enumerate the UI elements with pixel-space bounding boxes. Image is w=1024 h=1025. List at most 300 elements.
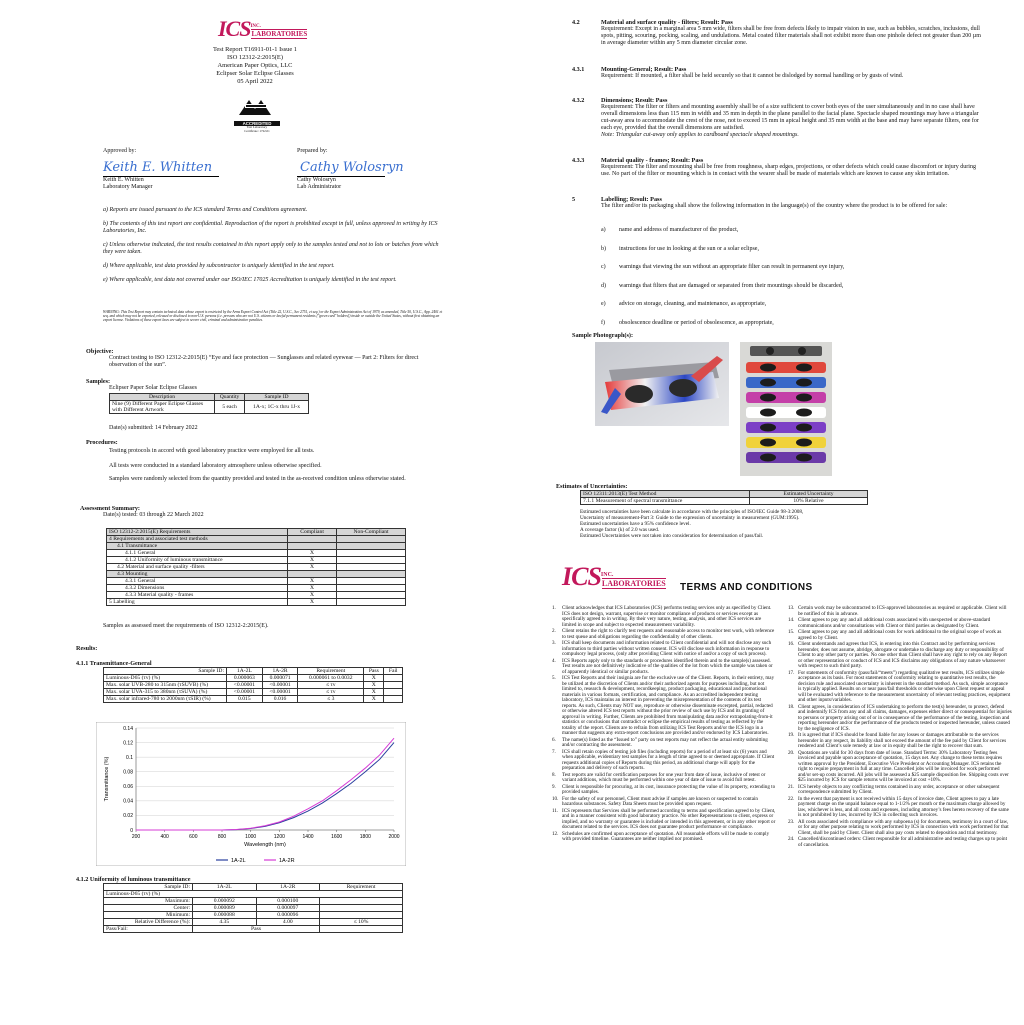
logo-inc-terms: INC. [600,572,614,578]
assessment-noncompliant [337,599,406,606]
samples-heading: Samples: [86,378,111,385]
uniformity-col: 1A-2R [256,884,320,891]
section-4-1-1-heading: 4.1.1 Transmittance-General [76,660,152,667]
assessment-noncompliant [337,536,406,543]
assessment-requirement: 5 Labelling [107,599,288,606]
terms-item-text: Client is responsible for procuring, at its cost, insurance protecting the value of its property, extending to provided samples. [562,783,776,795]
assessment-noncompliant [337,550,406,557]
terms-item-number: 13. [788,605,795,611]
logo-inc: INC. [250,24,261,29]
assessment-noncompliant [337,571,406,578]
label-item-text: warnings that filters that are damaged or separated from their mountings should be discarded, [619,282,844,289]
table-row [107,536,406,543]
samples-col-quantity: Quantity [215,394,245,401]
y-tick-label: 0.1 [126,754,133,761]
section-4-3-1 [572,66,982,80]
assessment-compliant: X [288,585,337,592]
table-row [107,571,406,578]
transmittance-chart [96,722,406,866]
logo-lab: LABORATORIES [251,30,308,38]
transmittance-cell: X [364,689,384,696]
section-4-3-2-num: 4.3.2 [572,97,585,104]
list-item [601,320,981,327]
objective-text: Contract testing to ISO 12312-2:2015(E) “Eye and face protection — Sunglasses and related eyewear — Part 2: Filters for direct observation of the sun”. [109,355,419,368]
terms-item-number: 4. [552,657,556,664]
uniformity-cell [320,912,403,919]
section-4-3-1-title: Mounting-General; Result: Pass [601,66,687,73]
terms-item [552,676,776,737]
label-item-text: warnings that viewing the sun without an appropriate filter can result in permanent eye injury, [619,264,845,270]
terms-item [788,618,1012,629]
terms-item-number: 8. [552,771,556,778]
terms-item-text: For statements of conformity (pass/fail/“meets”) regarding qualitative test results, ICS utilizes simple acceptance as its basis. For most statements of conformity relating to quantitative test results, the decision rule and associated uncertainty is inherent in the standard method. As such, simple acceptance is typically applied. Results on or near pass/fail thresholds or otherwise upon Client request or appeal will be evaluated with reference to the measurement uncertainty of relevant testing practices, equipment and other inputs/variables. [798,669,1011,703]
uniformity-col: 1A-2L [193,884,257,891]
legend-label: 1A-2R [279,858,295,864]
samples-table [109,393,309,414]
prepared-signature: Cathy Wolosryn [300,160,404,175]
y-tick-label: 0.08 [123,769,133,776]
terms-item-number: 16. [788,641,795,647]
assessment-tested: Date(s) tested: 03 through 22 March 2022 [103,512,204,518]
label-item-text: instructions for use in looking at the sun or a solar eclipse, [619,245,759,252]
x-tick-label: 2000 [388,834,400,840]
label-item-key: b) [601,245,606,252]
uncertainty-note-1: Estimated uncertainties have been calculate in accordance with the principles of ISO/IEC Guide 98-3:2008, [580,509,804,515]
terms-item-text: Cancelled/discontinued orders: Client responsible for all administrative and testing charges up to point of cancellation. [798,836,1007,848]
transmittance-cell [384,696,403,703]
note-a: a) Reports are issued pursuant to the ICS standard Terms and Conditions agreement. [103,207,308,213]
terms-item [788,733,1012,750]
uniformity-pass-req [320,926,403,933]
objective-heading: Objective: [86,348,114,355]
uniformity-cell: 4.35 [193,919,257,926]
assessment-noncompliant [337,564,406,571]
uniformity-cell: ≤ 10% [320,919,403,926]
assessment-requirement: 4.3.3 Material quality - frames [107,592,288,599]
transmittance-cell: 0.016 [262,696,298,703]
assessment-compliant [288,536,337,543]
terms-item-number: 20. [788,749,795,756]
terms-item-text: For the safety of our personnel, Client must advise if samples are known or suspected to contain hazardous substances. Safety Data Sheets must be provided upon request. [562,795,758,807]
results-heading: Results: [76,645,98,652]
uniformity-cell [320,905,403,912]
assessment-compliant: X [288,599,337,606]
uniformity-table [103,883,403,933]
transmittance-cell: <0.00001 [262,689,298,696]
uniformity-cell: 0.000092 [193,898,257,905]
terms-item-number: 23. [788,818,795,825]
y-axis-label: Transmittance (%) [104,756,110,802]
terms-item-text: Client agrees to pay any and all additional costs associated with unexpected or above-standard communications and/or consultations with Client or third parties as designated by Client. [798,617,991,629]
table-row [104,891,403,898]
terms-item-number: 12. [552,830,559,837]
terms-item-number: 19. [788,732,795,738]
terms-item-number: 18. [788,703,795,710]
logo-ics-terms: ICS [562,562,601,591]
transmittance-cell [384,682,403,689]
assessment-requirement: 4.3.1 General [107,578,288,585]
table-row [581,498,868,505]
transmittance-cell: <0.00001 [227,689,263,696]
report-date: 05 April 2022 [237,78,273,85]
uncertainty-note-4: A coverage factor (k) of 2.0 was used. [580,527,660,533]
list-item [601,264,981,271]
section-4-2-text: Requirement: Except in a marginal area 5 mm wide, filters shall be free from defects likely to impair vision in use, such as bubbles, scratches, inclusions, dull spots, pitting, scouring, pocking, scaling, and undulations. Metal coated filter materials shall not exhibit more than one pinhole defect not greater than 200 µm in average diameter within any 5 mm diameter circular zone. [601,26,981,46]
terms-item-number: 7. [552,748,556,755]
uncertainty-col-value: Estimated Uncertainty [750,491,868,498]
export-warning: WARNING: This Test Report may contain technical data whose export is restricted by the Arms Export Control Act (Title 22, U.S.C., Sec 2751, et seq.) or the Export Administration Act of 1979, as amended, Title 50, U.S.C., App. 2401 et seq. and which may not be exported, released or disclosed to non-U.S. persons (i.e. persons who are not U.S. citizens or lawful permanent residents ["green card" holders]) inside or outside the United States, without first obtaining an export license. Violations of these export laws are subject to severe civil, criminal and administrative penalties. [103,310,443,323]
note-d: d) Where applicable, test data provided by subcontractor is uniquely identified in the test report. [103,263,335,269]
uniformity-cell: 0.000089 [193,905,257,912]
y-tick-label: 0.02 [123,813,133,820]
uniformity-cell: Maximum: [104,898,193,905]
table-row [107,592,406,599]
terms-item-text: It is agreed that if ICS should be found liable for any losses or damages attributable to the services hereunder in any respect, its liability shall not exceed the amount of the fee paid by Client for services rendered and Client’s sole remedy at law or in equity shall be the right to recover that sum. [798,732,1007,749]
table-row [104,926,403,933]
assessment-requirement: 4.1 Transmittance [107,543,288,550]
transmittance-cell: Max. solar UVA-315 to 380nm (τSUVA) (%) [104,689,227,696]
x-tick-label: 1600 [331,834,343,840]
section-4-3-3-text: Requirement: The filter and mounting shall be free from roughness, sharp edges, projections, or other defects which could cause discomfort or injury during use. No part of the filter or mounting which is in contact with the wearer shall be made of materials which are known to cause any skin irritation. [601,164,976,177]
procedures-heading: Procedures: [86,439,118,446]
x-axis-label: Wavelength (nm) [244,842,286,848]
terms-item [788,671,1012,704]
terms-item [552,659,776,676]
terms-item-text: ICS represents that Services shall be performed according to terms and specification agreed to by Client, and in a manner consistent with good laboratory practice. No other Representations to client, express or implied, and no warranty or guarantee is included or intended in this agreement, or in any other report or document related to the services. ICS does not guarantee product performance or compliance. [562,807,776,830]
y-tick-label: 0.06 [123,784,133,791]
terms-item-number: 15. [788,629,795,635]
uniformity-cell: Minimum: [104,912,193,919]
table-row [110,401,309,414]
assessment-noncompliant [337,557,406,564]
transmittance-cell [384,689,403,696]
samples-description: Nine (9) Different Paper Eclipse Glasses with Different Artwork [110,401,215,414]
transmittance-col: Fail [384,668,403,675]
section-5 [572,196,982,210]
ics-logo-terms [562,562,666,591]
report-client: American Paper Optics, LLC [217,62,293,69]
terms-item [788,837,1012,848]
uniformity-cell: 0.000097 [256,905,320,912]
report-product: Eclipser Solar Eclipse Glasses [216,70,294,77]
x-tick-label: 600 [189,834,198,840]
table-row [104,905,403,912]
transmittance-col: Sample ID: [104,668,227,675]
transmittance-col: Pass [364,668,384,675]
section-4-3-3 [572,157,982,178]
terms-item-number: 2. [552,628,556,634]
uniformity-pass-value: Pass [193,926,320,933]
uncertainty-heading: Estimates of Uncertainties: [556,483,628,490]
terms-item-number: 21. [788,783,795,790]
transmittance-cell: ≤ τv [298,682,364,689]
table-row [104,675,403,682]
transmittance-cell: 0.015 [227,696,263,703]
label-item-text: obsolescence deadline or period of obsolescence, as appropriate, [619,319,774,326]
assessment-col-req: ISO 12312-2:2015(E) Requirements [107,529,288,536]
assessment-compliant: X [288,564,337,571]
terms-item-text: ICS shall retain copies of testing job files (including reports) for a period of at least six (6) years and when applicable, evidentiary test samples for a length of time agreed to or deemed appropriate. If Client requests additional copies of Reports during this period, an additional charge will apply for the preparation and delivery of such reports. [562,748,775,771]
table-row [107,557,406,564]
table-row [107,578,406,585]
transmittance-cell: ≤ 3 [298,696,364,703]
terms-columns [552,606,1012,849]
report-standard: ISO 12312-2:2015(E) [227,54,283,61]
transmittance-table [103,667,403,703]
terms-column-left [552,606,776,849]
report-page-2 [512,0,1024,1025]
terms-item [552,809,776,831]
accredited-label: ACCREDITED [234,121,280,126]
section-5-title: Labelling; Result: Pass [601,196,662,203]
transmittance-cell: <0.00001 [262,682,298,689]
accreditation-line2: Certificate: 1722.01 [244,128,270,133]
assessment-table [106,528,406,606]
uniformity-cell [320,898,403,905]
terms-item-text: Test reports are valid for certification purposes for one year from date of issue, inclusive of retest or variant additions, which must be performed within one year of date of issue to avoid full retest. [562,771,766,783]
uncertainty-method: 7.1.1 Measurement of spectral transmittance [581,498,750,505]
terms-item-text: The name(s) listed as the “Issued to” party on test reports may not reflect the actual entity submitting and/or contracting the assessment. [562,736,768,748]
table-row [104,689,403,696]
assessment-requirement: 4.1.1 General [107,550,288,557]
transmittance-cell: 0.000071 [262,675,298,682]
transmittance-cell: X [364,682,384,689]
report-header [180,46,330,86]
terms-item-text: In the event that payment is not received within 15 days of invoice date, Client agrees to pay a late payment charge on the unpaid balance equal to 1-1/2% per month or the maximum charge allowed by law, whichever is less, and all costs and expenses, including attorney’s fees hereto recovery of the same is not prohibited by law, incurred by ICS in collecting such invoices. [798,795,1009,818]
assessment-col-noncompliant: Non-Compliant [337,529,406,536]
terms-item-text: ICS Test Reports and their insignia are for the exclusive use of the Client. Reports, in their entirety, may be utilized at the discretion of Clients and/or their authorized agents for purposes including, but not limited to, research & development, recordkeeping, product packaging, educational and promotional materials in various formats, certification, and compliance. As an accredited independent testing laboratory, ICS maintains an interest in preventing the misrepresentation of the contents of its test reports. As such, Clients may NOT use, reproduce or otherwise disseminate excerpted, partial, redacted or otherwise altered ICS test reports without the prior review of such use by ICS and its granting of approval in writing. Further, Clients are prohibited from manipulating data and/or extrapolating-from-it statistics or conclusions that contradict or eclipse the empirical results of testing as reflected by the totality of the report. Clients are to refrain from utilizing ICS Test Reports and/or the ICS logo in a manner that suggests any extra-report conclusions are provided and/or endorsed by ICS Laboratories. [562,675,775,736]
table-row [104,696,403,703]
terms-item-text: ICS hereby objects to any conflicting terms contained in any order, acceptance or other subsequent correspondence submitted by Client. [798,783,1000,795]
accreditation-line1: Test Laboratory [246,125,268,129]
section-5-text: The filter and/or its packaging shall show the following information in the language(s) of the country where the product is to be offered for sale: [601,203,948,209]
assessment-requirement: 4.3 Mounting [107,571,288,578]
terms-item [552,606,776,628]
terms-item-text: Client retains the right to clarify test requests and reasonable access to monitor test work, with reference to test queue and obligations regarding the confidentiality of other clients. [562,628,775,640]
transmittance-col: 1A-2L [227,668,263,675]
procedure-line-2: All tests were conducted in a standard laboratory atmosphere unless otherwise specified. [109,463,322,469]
assessment-compliant [288,543,337,550]
samples-name: Eclipser Paper Solar Eclipse Glasses [109,385,197,391]
assessment-requirement: 4.2 Material and surface quality -filters [107,564,288,571]
transmittance-col: Requirement [298,668,364,675]
table-row [104,912,403,919]
terms-item-text: Client agrees to pay any and all additional costs for work additional to the original scope of work as agreed to by Client. [798,629,1002,641]
ics-logo [218,16,308,41]
terms-item-number: 17. [788,669,795,676]
note-c: c) Unless otherwise indicated, the test results contained in this report apply only to the samples tested and not to lots or batches from which they were taken. [103,242,439,255]
transmittance-cell: Max. solar infrared-780 to 2000nm (τSIR) (%) [104,696,227,703]
table-row [107,550,406,557]
terms-title: TERMS AND CONDITIONS [680,582,813,593]
logo-ics: ICS [218,16,251,41]
y-tick-label: 0.12 [123,740,133,747]
samples-col-description: Description [110,394,215,401]
sample-photo-2 [740,342,832,476]
table-header-row [104,668,403,675]
uniformity-col: Sample ID: [104,884,193,891]
section-4-3-3-title: Material quality - frames; Result: Pass [601,157,704,164]
list-item [601,246,981,253]
label-item-key: c) [601,264,606,270]
terms-item-number: 6. [552,736,556,743]
prepared-name: Cathy Wolosryn [297,177,336,183]
logo-lab-terms: LABORATORIES [601,579,666,588]
assessment-compliant: X [288,592,337,599]
assessment-compliant: X [288,578,337,585]
transmittance-cell: ≤ τv [298,689,364,696]
label-item-key: a) [601,227,606,233]
label-item-key: f) [601,319,605,326]
terms-item-number: 10. [552,795,559,802]
section-4-2 [572,19,982,47]
terms-item-text: Schedules are confirmed upon acceptance of quotation. All reasonable efforts will be made to comply with provided timeline. Guarantees are neither implied nor promised. [562,830,770,842]
table-row [104,898,403,905]
terms-item-text: Certain work may be subcontracted to ICS-approved laboratories as required or applicable. Client will be notified of this in advance. [798,605,1007,617]
uncertainty-col-method: ISO 12311:2013(E) Test Method [581,491,750,498]
terms-item [552,738,776,749]
table-row [104,682,403,689]
assessment-statement: Samples as assessed meet the requirements of ISO 12312-2:2015(E). [103,623,269,629]
table-header-row [104,884,403,891]
section-4-3-3-num: 4.3.3 [572,157,585,164]
y-tick-label: 0.14 [123,725,133,732]
samples-submitted: Date(s) submitted: 14 February 2022 [109,425,198,431]
terms-item [788,630,1012,641]
terms-item [552,773,776,784]
section-4-1-2-heading: 4.1.2 Uniformity of luminous transmittance [76,876,191,883]
assessment-noncompliant [337,592,406,599]
terms-item-number: 14. [788,617,795,623]
assessment-requirement: 4.1.2 Uniformity of luminous transmittance [107,557,288,564]
list-item [601,227,981,234]
uniformity-cell: Relative Difference (%): [104,919,193,926]
assessment-requirement: 4 Requirements and associated test methods [107,536,288,543]
transmittance-cell [384,675,403,682]
terms-column-right [788,606,1012,849]
terms-item [552,641,776,658]
label-item-key: d) [601,282,606,289]
procedure-line-3: Samples were randomly selected from the quantity provided and tested in the as-received condition unless otherwise stated. [109,476,406,482]
section-5-num: 5 [572,196,576,203]
x-tick-label: 1800 [359,834,371,840]
transmittance-col: 1A-2R [262,668,298,675]
transmittance-cell: 0.000061 to 0.0032 [298,675,364,682]
terms-item-number: 5. [552,675,556,681]
uniformity-cell: 0.000100 [256,898,320,905]
x-tick-label: 400 [160,834,169,840]
section-4-3-1-text: Requirement: If mounted, a filter shall be held securely so that it cannot be dislodged by normal handling or by gusts of wind. [601,73,904,79]
label-item-text: advice on storage, cleaning, and maintenance, as appropriate, [619,301,767,307]
assessment-noncompliant [337,543,406,550]
terms-item-text: Quotations are valid for 30 days from date of issue. Standard Terms: 30% Laboratory Testing fees invoiced and payable upon acceptance of quotation, 15 days net. Any change to these terms requires written approval by the President, Executive Vice President or Accounting Manager. ICS retains the right to require prepayment in full at any time. Cancelled jobs will be invoiced for work performed and/or set-up costs incurred. All jobs will be assessed a $25 sample disposition fee. Shipping costs over $25 incurred by ICS for sample returns will be invoiced at cost +10%. [798,749,1009,783]
approved-by-label: Approved by: [103,148,137,154]
list-item [601,301,981,308]
terms-item [788,785,1012,796]
uncertainty-table [580,490,868,505]
section-4-3-2-text: Requirement: The filter or filters and mounting assembly shall be of a size sufficient to cover both eyes of the user simultaneously and in no case shall have overall dimensions less than 115 mm in width and 35 mm in depth in the plane parallel to the facial plane. Spectacle shaped mountings may have a triangular cut-away area to accommodate the crest of the nose, not to exceed 15 mm in apical height and 35 mm width at the base and may have separate filters, one for each eye, provided that the overall dimensions are satisfied. [601,104,979,131]
terms-item [788,820,1012,837]
terms-item-number: 11. [552,807,559,814]
uniformity-subheader: Luminous-D65 (τv) (%) [104,891,403,898]
notes [103,207,443,284]
terms-item [552,797,776,808]
terms-item [552,785,776,796]
procedures-text [109,448,429,483]
transmittance-cell: Luminous-D65 (τv) (%) [104,675,227,682]
label-item-text: name and address of manufacturer of the product, [619,227,739,233]
transmittance-cell: X [364,696,384,703]
report-number: Test Report T16911-01-1 Issue 1 [212,46,298,53]
list-item [601,283,981,290]
x-tick-label: 1200 [273,834,285,840]
x-tick-label: 1000 [245,834,257,840]
samples-id: 1A-x; 1C-x thru 1J-x [245,401,309,414]
terms-item-text: ICS Reports apply only to the standards or procedures identified therein and to the sample(s) assessed. Test results are not definitively indicative of the qualities of the lot from which the sample was taken or of apparently identical or similar products. [562,657,773,675]
uniformity-pass-label: Pass/Fail: [104,926,193,933]
samples-quantity: 5 each [215,401,245,414]
terms-item-text: All costs associated with compliance with any subpoena (s) for documents, testimony in a court of law, or for any other purpose relating to work performed by ICS in connection with work performed for that Client, shall be paid by Client. Client shall also pay costs related to deposition and trial testimony. [798,818,1009,836]
assessment-col-compliant: Compliant [288,529,337,536]
a2la-icon [237,98,277,116]
uncertainty-note-3: Estimated uncertainties have a 95% confidence level. [580,521,691,527]
terms-item-text: Client agrees, in consideration of ICS undertaking to perform the test(s) hereunder, to protect, defend and indemnify ICS from any and all claims, damages, expenses either direct or consequential for injuries to persons or property arising out of or in consequence of the performance of the testing, inspection and reporting hereunder and/or the performance of the products tested or inspected hereunder, unless caused by the negligence of ICS. [798,703,1012,732]
assessment-noncompliant [337,585,406,592]
table-row [107,585,406,592]
samples-col-sampleid: Sample ID [245,394,309,401]
table-row [107,599,406,606]
assessment-compliant: X [288,557,337,564]
uniformity-cell: Center: [104,905,193,912]
assessment-compliant [288,571,337,578]
approved-signature: Keith E. Whitten [103,160,213,175]
uniformity-cell: 4.00 [256,919,320,926]
terms-item-number: 24. [788,836,795,842]
terms-item-text: Client understands and agrees that ICS, in entering into this Contract and by performing services hereunder, does not assume, abridge, abrogate or undertake to discharge any duty or responsibility of Client to any other party or parties. No one other than Client shall have any right to rely on any Report or other representation or conduct of ICS and ICS disclaims any obligations of any nature whatsoever with respect to such third party. [798,641,1007,669]
terms-item [552,832,776,843]
terms-item [552,750,776,772]
x-tick-label: 800 [217,834,227,840]
approved-title: Laboratory Manager [103,184,153,190]
section-4-3-2-title: Dimensions; Result: Pass [601,97,668,104]
section-4-3-2 [572,97,982,139]
table-row [107,543,406,550]
y-tick-label: 0 [130,827,133,834]
terms-item-number: 1. [552,605,556,611]
transmittance-cell: <0.00001 [227,682,263,689]
uniformity-cell: 0.000096 [256,912,320,919]
uncertainty-note-2: Uncertainty of measurement-Part 3: Guide to the expression of uncertainty in measurement (GUM:1995). [580,515,800,521]
transmittance-cell: 0.000063 [227,675,263,682]
uncertainty-value: 10% Relative [750,498,868,505]
photo-heading: Sample Photograph(s): [572,332,634,339]
terms-item-number: 22. [788,795,795,802]
uniformity-cell: 0.000088 [193,912,257,919]
labelling-list [601,227,981,338]
table-row [104,919,403,926]
sample-photo-1 [595,342,729,426]
terms-item [788,751,1012,784]
prepared-by-label: Prepared by: [297,148,328,154]
uniformity-col: Requirement [320,884,403,891]
section-4-2-title: Material and surface quality - filters; Result: Pass [601,19,733,26]
terms-item-text: Client acknowledges that ICS Laboratories (ICS) performs testing services only as specified by Client. ICS does not design, warrant, supervise or monitor compliance of products or services except as specifically agreed to in writing. By their very nature, testing, analysis, and other ICS services are limited in scope and subject to expected measurement variability. [562,605,772,628]
transmittance-cell: Max. solar UVB-280 to 315nm (τSUVB) (%) [104,682,227,689]
legend-label: 1A-2L [231,858,246,864]
x-tick-label: 1400 [302,834,314,840]
transmittance-cell: X [364,675,384,682]
terms-item-number: 9. [552,783,556,790]
